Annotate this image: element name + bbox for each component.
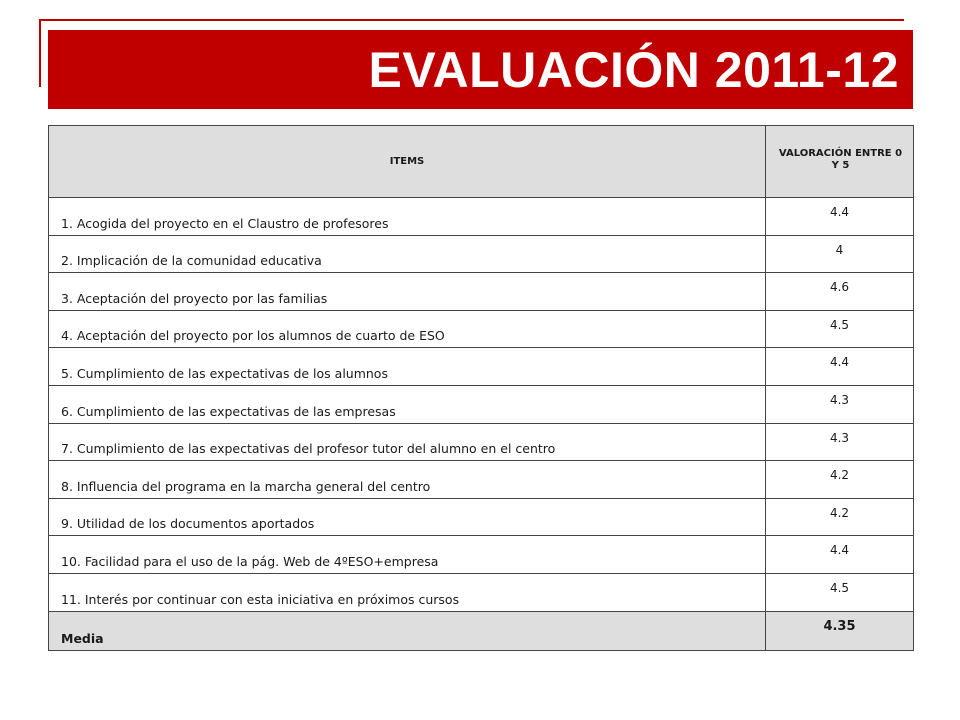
item-cell: 9. Utilidad de los documentos aportados [49, 498, 766, 536]
table-row [49, 573, 914, 611]
table-row [49, 498, 914, 536]
value-cell: 4.3 [766, 385, 914, 423]
item-cell: 1. Acogida del proyecto en el Claustro de profesores [49, 198, 766, 236]
item-cell: 5. Cumplimiento de las expectativas de los alumnos [49, 348, 766, 386]
table-row [49, 198, 914, 236]
table-row [49, 273, 914, 311]
item-cell: 4. Aceptación del proyecto por los alumnos de cuarto de ESO [49, 310, 766, 348]
table-row [49, 423, 914, 461]
table-row [49, 310, 914, 348]
item-cell: 11. Interés por continuar con esta iniciativa en próximos cursos [49, 573, 766, 611]
value-cell: 4.4 [766, 536, 914, 574]
value-cell: 4.2 [766, 461, 914, 499]
value-cell: 4.2 [766, 498, 914, 536]
valuation-column-header: VALORACIÓN ENTRE 0 Y 5 [766, 126, 914, 198]
title-banner [48, 30, 913, 109]
page-title: EVALUACIÓN 2011-12 [368, 41, 899, 98]
table-row [49, 385, 914, 423]
value-cell: 4.4 [766, 198, 914, 236]
items-column-header: ITEMS [49, 126, 766, 198]
table-header-row [49, 126, 914, 198]
value-cell: 4 [766, 235, 914, 273]
evaluation-table [48, 125, 914, 651]
item-cell: 2. Implicación de la comunidad educativa [49, 235, 766, 273]
mean-value: 4.35 [766, 611, 914, 650]
table-row [49, 348, 914, 386]
decorative-top-line [40, 19, 904, 21]
item-cell: 8. Influencia del programa en la marcha general del centro [49, 461, 766, 499]
value-cell: 4.5 [766, 310, 914, 348]
table-row [49, 235, 914, 273]
value-cell: 4.5 [766, 573, 914, 611]
item-cell: 3. Aceptación del proyecto por las familias [49, 273, 766, 311]
table-row [49, 536, 914, 574]
value-cell: 4.6 [766, 273, 914, 311]
mean-label: Media [49, 611, 766, 650]
mean-row [49, 611, 914, 650]
item-cell: 6. Cumplimiento de las expectativas de las empresas [49, 385, 766, 423]
table-row [49, 461, 914, 499]
item-cell: 7. Cumplimiento de las expectativas del profesor tutor del alumno en el centro [49, 423, 766, 461]
value-cell: 4.3 [766, 423, 914, 461]
decorative-left-line [39, 19, 41, 87]
value-cell: 4.4 [766, 348, 914, 386]
item-cell: 10. Facilidad para el uso de la pág. Web de 4ºESO+empresa [49, 536, 766, 574]
